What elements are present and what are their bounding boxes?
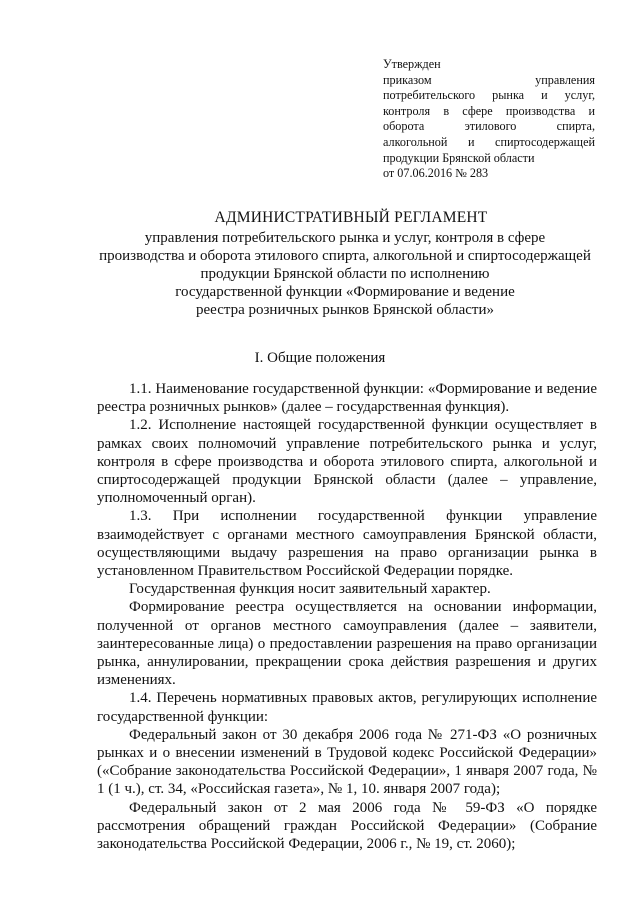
paragraph: 1.1. Наименование государственной функции: «Формирование и ведение реестра розничных рынков» (далее – государственная функция). xyxy=(97,381,597,416)
approval-line: продукции Брянской области xyxy=(383,150,535,165)
section-heading: I. Общие положения xyxy=(254,350,386,366)
approval-line: от 07.06.2016 № 283 xyxy=(383,166,489,181)
paragraph: Формирование реестра осуществляется на основании информации, полученной от органов местного самоуправления (далее – заявители, заинтересованные лица) о предоставлении разрешения на право организации рынка, аннулировании, прекращении срока действия разрешения и других изменениях. xyxy=(97,599,597,689)
approval-line: потребительского рынка и услуг, xyxy=(383,88,595,103)
subtitle-line: управления потребительского рынка и услуг, контроля в сфере xyxy=(144,230,546,246)
subtitle-line: государственной функции «Формирование и ведение xyxy=(175,284,515,300)
paragraph: Федеральный закон от 30 декабря 2006 года № 271-ФЗ «О розничных рынках и о внесении изменений в Трудовой кодекс Российской Федерации» («Собрание законодательства Российской Федерации», 1 января 2007 года, № 1 (1 ч.), ст. 34, «Российская газета», № 1, 10. января 2007 года); xyxy=(97,726,597,798)
document-title: АДМИНИСТРАТИВНЫЙ РЕГЛАМЕНТ xyxy=(214,209,488,226)
subtitle-line: производства и оборота этилового спирта, алкогольной и спиртосодержащей xyxy=(99,248,591,264)
paragraph: 1.2. Исполнение настоящей государственной функции осуществляет в рамках своих полномочий управление потребительского рынка и услуг, контроля в сфере производства и оборота этилового спирта, алкогольной и спиртосодержащей продукции Брянской области (далее – управление, уполномоченный орган). xyxy=(97,417,597,507)
approval-stamp xyxy=(383,57,595,182)
body-text xyxy=(97,380,597,853)
paragraph: 1.4. Перечень нормативных правовых актов, регулирующих исполнение государственной функции: xyxy=(97,690,597,725)
approval-line: Утвержден xyxy=(383,57,441,71)
document-subtitle xyxy=(80,229,610,319)
paragraph: 1.3. При исполнении государственной функции управление взаимодействует с органами местного самоуправления Брянской области, осуществляющими выдачу разрешения на право организации рынка в установленном Правительством Российской Федерации порядке. xyxy=(97,508,597,580)
paragraph: Государственная функция носит заявительный характер. xyxy=(129,581,491,598)
paragraph: Федеральный закон от 2 мая 2006 года № 59-ФЗ «О порядке рассмотрения обращений граждан Российской Федерации» (Собрание законодательства Российской Федерации, 2006 г., № 19, ст. 2060); xyxy=(97,799,597,853)
approval-line: алкогольной и спиртосодержащей xyxy=(383,134,595,149)
approval-line: оборота этилового спирта, xyxy=(383,119,595,134)
approval-line: приказом управления xyxy=(383,72,595,87)
subtitle-line: продукции Брянской области по исполнению xyxy=(200,266,490,282)
subtitle-line: реестра розничных рынков Брянской области» xyxy=(196,302,494,318)
approval-line: контроля в сфере производства и xyxy=(383,103,595,118)
document-title-block xyxy=(80,209,610,319)
